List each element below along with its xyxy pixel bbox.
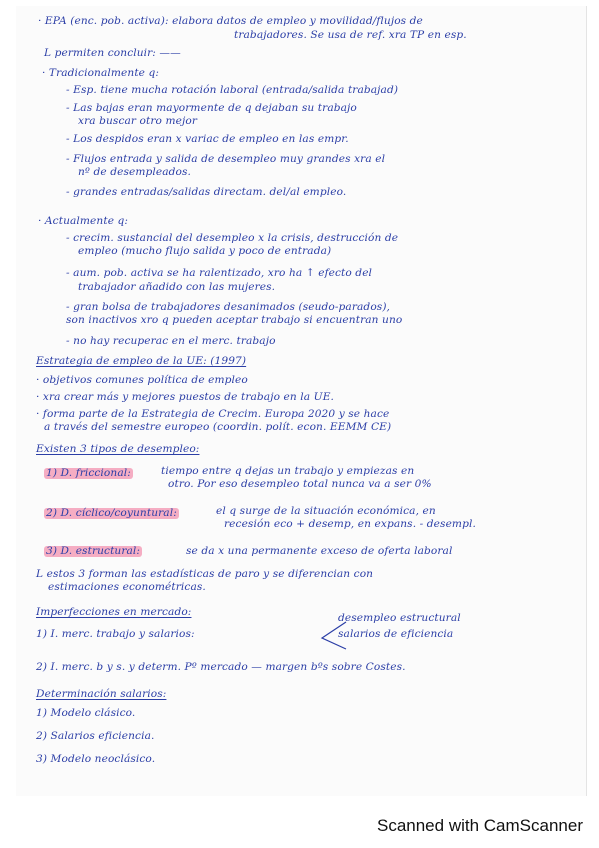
note-line: desempleo estructural — [338, 612, 461, 624]
note-line: - no hay recuperac en el merc. trabajo — [66, 335, 276, 347]
note-line: tiempo entre q dejas un trabajo y empiezas en — [161, 465, 415, 477]
note-line: · objetivos comunes política de empleo — [36, 374, 248, 386]
note-line: L permiten concluir: —— — [44, 47, 181, 59]
note-line: empleo (mucho flujo salida y poco de entrada) — [78, 245, 332, 257]
section-heading: Imperfecciones en mercado: — [36, 606, 192, 618]
note-line: - gran bolsa de trabajadores desanimados (seudo-parados), — [66, 301, 391, 313]
section-heading: Estrategia de empleo de la UE: (1997) — [36, 355, 247, 367]
note-line: - grandes entradas/salidas directam. del/al empleo. — [66, 186, 347, 198]
scanned-page — [16, 6, 587, 796]
note-line: 1) I. merc. trabajo y salarios: — [36, 628, 195, 640]
note-line: · EPA (enc. pob. activa): elabora datos de empleo y movilidad/flujos de — [38, 15, 423, 27]
scanner-watermark — [0, 812, 599, 842]
note-line: nº de desempleados. — [78, 166, 192, 178]
note-line: - Las bajas eran mayormente de q dejaban su trabajo — [66, 102, 357, 114]
note-line: se da x una permanente exceso de oferta laboral — [186, 545, 453, 557]
note-line: - Esp. tiene mucha rotación laboral (entrada/salida trabajad) — [66, 84, 399, 96]
highlighted-term: 3) D. estructural: — [46, 545, 141, 557]
note-line: · xra crear más y mejores puestos de trabajo en la UE. — [36, 391, 334, 403]
note-line: · Tradicionalmente q: — [42, 67, 160, 79]
section-heading: Existen 3 tipos de desempleo: — [36, 443, 200, 455]
note-line: 2) I. merc. b y s. y determ. Pº mercado — margen bºs sobre Costes. — [36, 661, 406, 673]
bracket-icon — [318, 618, 348, 652]
note-line: estimaciones econométricas. — [48, 581, 206, 593]
note-line: salarios de eficiencia — [338, 628, 454, 640]
note-line: · Actualmente q: — [38, 215, 129, 227]
note-line: L estos 3 forman las estadísticas de paro y se diferencian con — [36, 568, 374, 580]
note-line: recesión eco + desemp, en expans. - desempl. — [224, 518, 476, 530]
highlighted-term: 1) D. friccional: — [46, 467, 131, 479]
note-line: el q surge de la situación económica, en — [216, 505, 436, 517]
note-line: trabajador añadido con las mujeres. — [78, 281, 276, 293]
note-line: - crecim. sustancial del desempleo x la crisis, destrucción de — [66, 232, 399, 244]
section-heading: Determinación salarios: — [36, 688, 167, 700]
note-line: 2) Salarios eficiencia. — [36, 730, 155, 742]
watermark-text: Scanned with CamScanner — [376, 816, 583, 835]
highlighted-term: 2) D. cíclico/coyuntural: — [46, 507, 177, 519]
note-line: trabajadores. Se usa de ref. xra TP en esp. — [234, 29, 467, 41]
note-line: - aum. pob. activa se ha ralentizado, xro ha ↑ efecto del — [66, 267, 373, 279]
note-line: son inactivos xro q pueden aceptar trabajo si encuentran uno — [66, 314, 403, 326]
note-line: xra buscar otro mejor — [78, 115, 198, 127]
note-line: a través del semestre europeo (coordin. polít. econ. EEMM CE) — [44, 421, 392, 433]
note-line: - Los despidos eran x variac de empleo en las empr. — [66, 133, 349, 145]
note-line: - Flujos entrada y salida de desempleo muy grandes xra el — [66, 153, 386, 165]
note-line: 3) Modelo neoclásico. — [36, 753, 156, 765]
note-line: · forma parte de la Estrategia de Crecim. Europa 2020 y se hace — [36, 408, 390, 420]
note-line: otro. Por eso desempleo total nunca va a ser 0% — [168, 478, 432, 490]
note-line: 1) Modelo clásico. — [36, 707, 136, 719]
